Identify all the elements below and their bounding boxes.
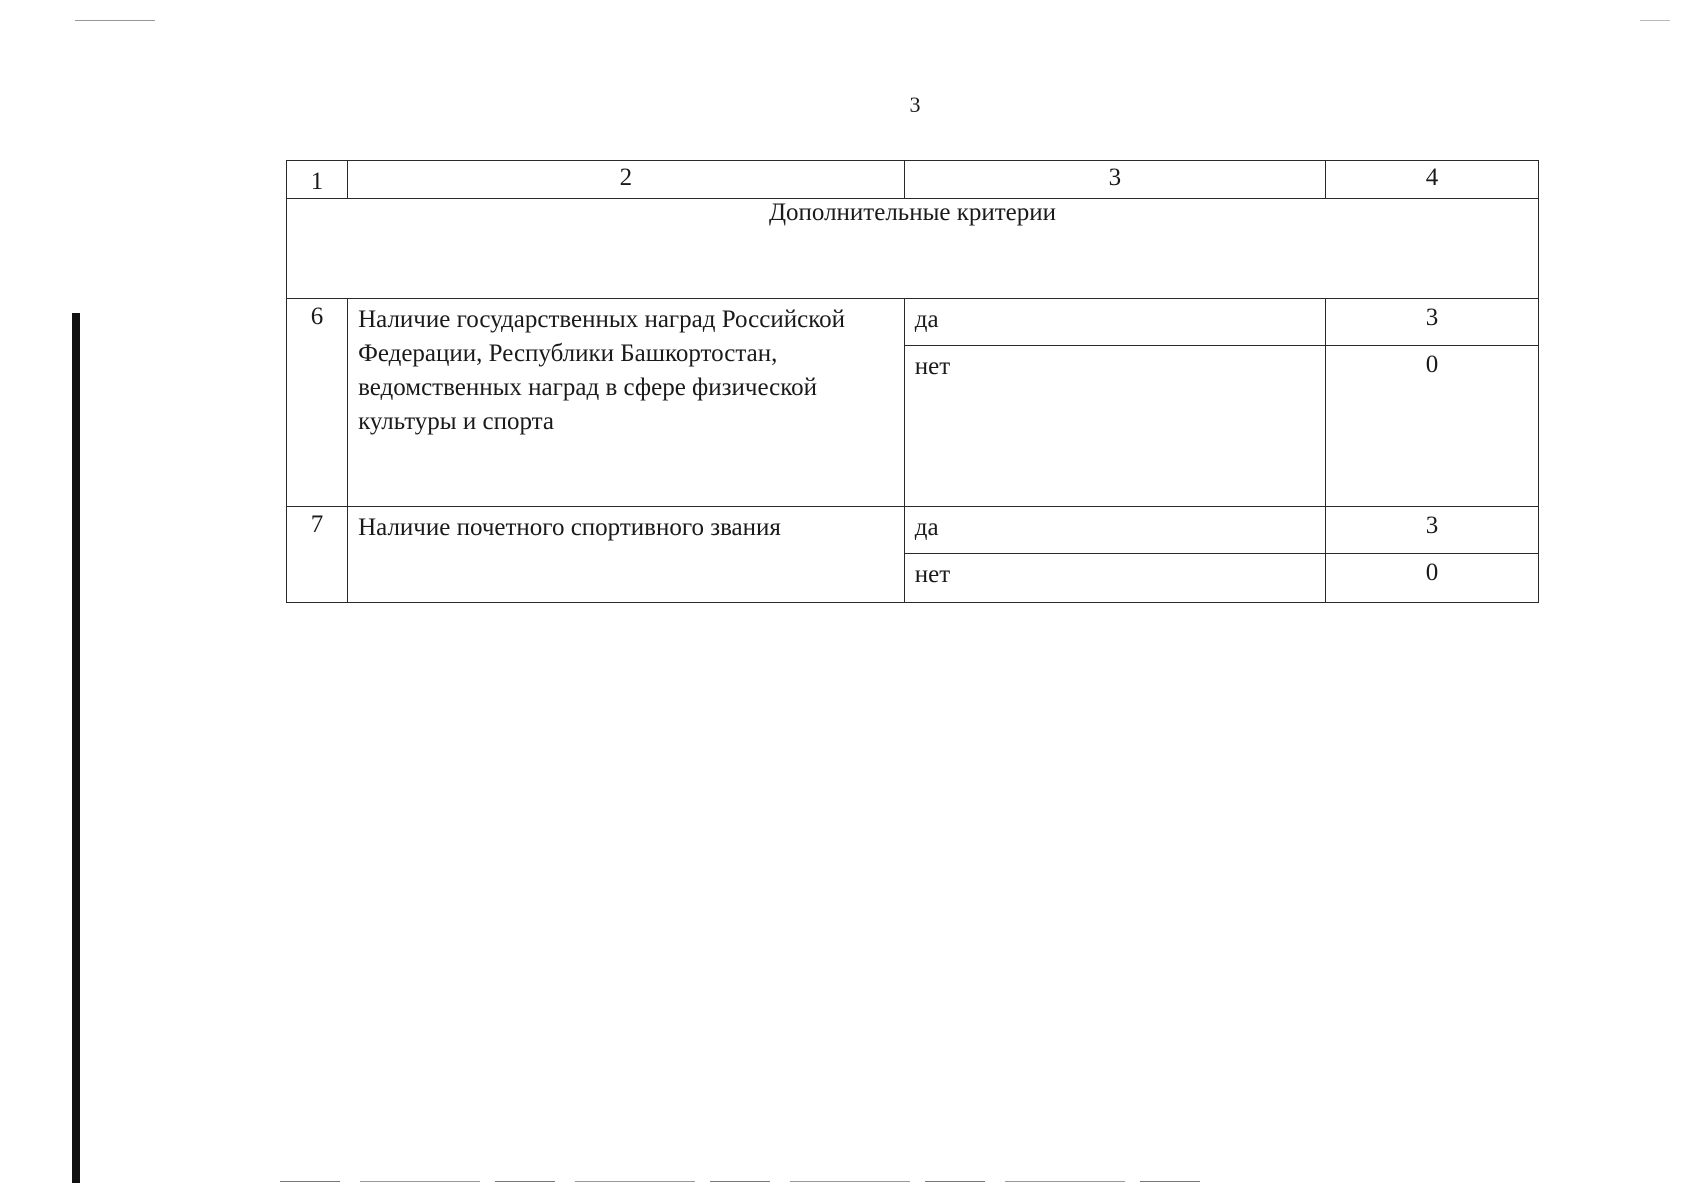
criterion-text: Наличие почетного спортивного звания [348,507,905,603]
header-cell: 3 [904,161,1325,199]
option-label: нет [904,554,1325,603]
option-label: да [904,507,1325,554]
option-label: нет [904,346,1325,507]
table-row [287,299,1539,346]
option-score: 0 [1326,346,1539,507]
scan-edge-bar [72,313,80,1183]
row-number: 7 [287,507,348,603]
scan-artifact-line [1640,20,1670,21]
criterion-text: Наличие государственных наград Российской Федерации, Республики Башкортостан, ведомственных наград в сфере физической культуры и спорта [348,299,905,507]
option-score: 3 [1326,299,1539,346]
table-header-row [287,161,1539,199]
section-title: Дополнительные критерии [287,199,1539,299]
criteria-table [286,160,1539,603]
section-row [287,199,1539,299]
option-label: да [904,299,1325,346]
option-score: 3 [1326,507,1539,554]
header-cell: 1 [287,161,348,199]
header-cell: 2 [348,161,905,199]
table-row [287,507,1539,554]
option-score: 0 [1326,554,1539,603]
page-number: 3 [909,92,921,117]
scan-artifact-line [280,1181,1210,1182]
scan-artifact-line [75,20,155,21]
header-cell: 4 [1326,161,1539,199]
row-number: 6 [287,299,348,507]
